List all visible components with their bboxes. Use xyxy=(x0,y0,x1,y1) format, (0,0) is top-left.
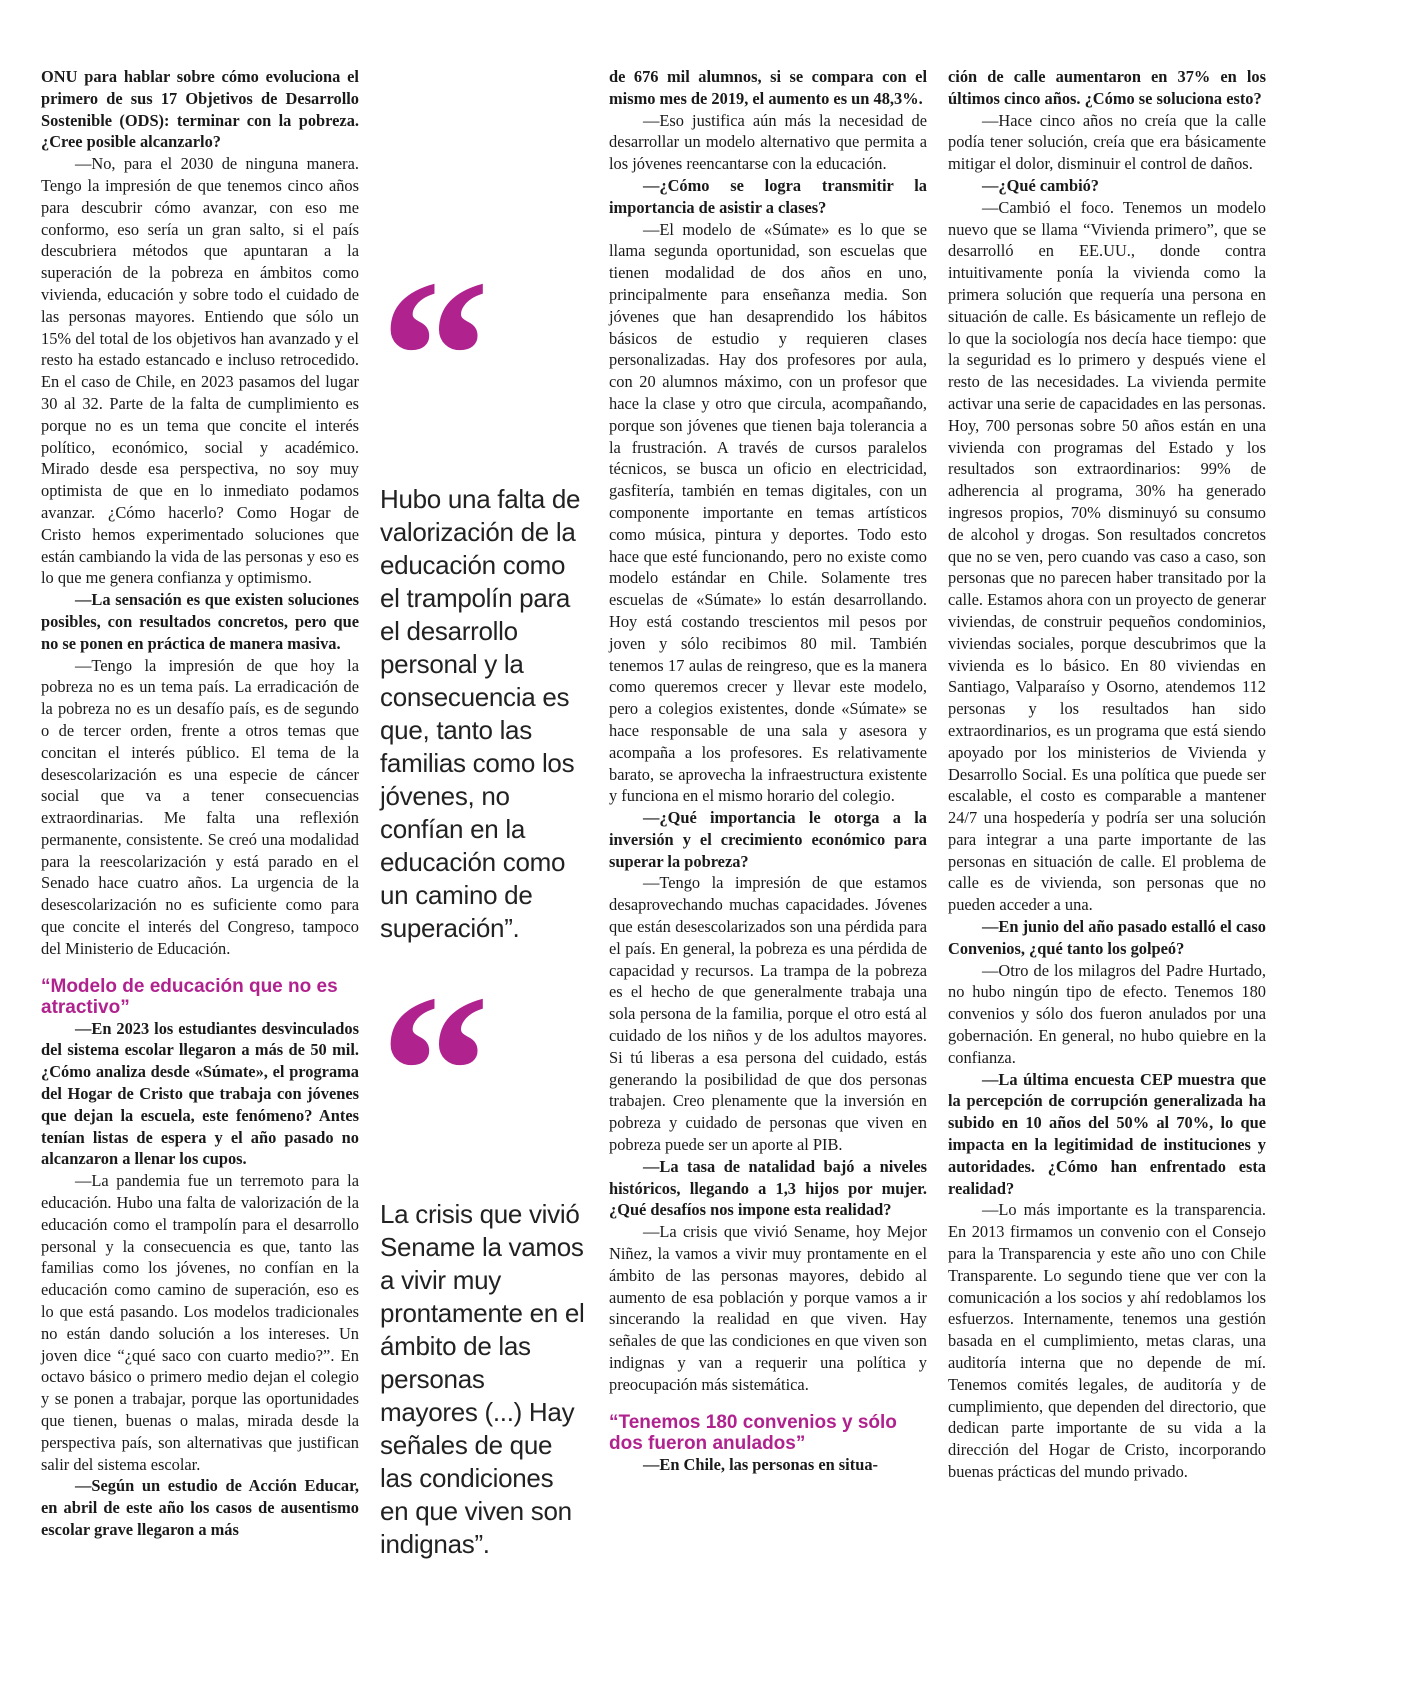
interview-question: —En junio del año pasado estalló el caso Convenios, ¿qué tanto los golpeó? xyxy=(948,917,1266,958)
article-column-3 xyxy=(948,66,1266,1483)
pull-quote-column xyxy=(380,230,585,1561)
interview-question: —¿Qué cambió? xyxy=(982,175,1100,195)
interview-answer: —Tengo la impresión de que estamos desaprovechando muchas capacidades. Jóvenes que están desescolarizados son una pérdida para el país. En general, la pobreza es una pérdida de capacidad y recursos. La trampa de la pobreza es el hecho de que generalmente trabaja una sola persona de la familia, porque el otro está al cuidado de los niños y de los adultos mayores. Si tú liberas a esa persona del cuidado, estás generando la posibilidad de que dos personas trabajen. Creo plenamente que la inversión en pobreza y cuidado de personas que viven en pobreza puede ser un aporte al PIB. xyxy=(609,873,927,1155)
interview-answer: —Tengo la impresión de que hoy la pobreza no es un tema país. La erradicación de la pobreza no es un desafío país, es de segundo o de tercer orden, frente a otros temas que concitan el interés público. El tema de la desescolarización es una especie de cáncer social que va a tener consecuencias extraordinarias. Me falta una reflexión permanente, consistente. Se creó una modalidad para la reescolarización y está parado en el Senado hace cuatro años. La urgencia de la desescolarización no es suficiente como para que concite el interés del Congreso, tampoco del Ministerio de Educación. xyxy=(41,655,359,958)
interview-question: ción de calle aumentaron en 37% en los últimos cinco años. ¿Cómo se soluciona esto? xyxy=(948,67,1266,108)
interview-answer: —Otro de los milagros del Padre Hurtado, no hubo ningún tipo de efecto. Tenemos 180 convenios y sólo dos fueron anulados por una gobernación. En general, no hubo quiebre en la confianza. xyxy=(948,960,1266,1067)
interview-answer: —Lo más importante es la transparencia. En 2013 firmamos un convenio con el Consejo para la Transparencia y este año uno con Chile Transparente. Lo segundo tiene que ver con la comunicación a los socios y ahí redoblamos los esfuerzos. Internamente, tenemos una gestión basada en el cumplimiento, metas claras, una auditoría interna que no depende de mí. Tenemos comités legales, de auditoría y de cumplimiento, que dependen del directorio, que dedican parte importante de su vida a la dirección del Hogar de Cristo, incorporando buenas prácticas del mundo privado. xyxy=(948,1200,1266,1481)
article-column-1 xyxy=(41,66,359,1541)
interview-answer: —No, para el 2030 de ninguna manera. Tengo la impresión de que tenemos cinco años para descubrir cómo avanzar, con eso me conformo, eso sería un gran salto, si el país descubriera métodos que apuntaran a la superación de la pobreza en ámbitos como vivienda, educación y sobre todo el cuidado de las personas mayores. Entiendo que sólo un 15% del total de los objetivos han avanzado y el resto ha estado estancado e incluso retrocedido. En el caso de Chile, en 2023 pasamos del lugar 30 al 32. Parte de la falta de cumplimiento es porque no es un tema que concite el interés político, económico, social y académico. Mirado desde esa perspectiva, no soy muy optimista de que en lo inmediato podamos avanzar. ¿Cómo hacerlo? Como Hogar de Cristo hemos experimentado soluciones que están cambiando la vida de las personas y eso es lo que me genera confianza y optimismo. xyxy=(41,154,359,588)
interview-answer: —La crisis que vivió Sename, hoy Mejor Niñez, la vamos a vivir muy prontamente en el ámbito de las personas mayores, debido al aumento de esa población y porque vamos a ir sincerando la realidad en que viven. Hay señales de que las condiciones en que viven son indignas y van a requerir una política y preocupación más sistemática. xyxy=(609,1222,927,1394)
interview-answer: —Eso justifica aún más la necesidad de desarrollar un modelo alternativo que permita a los jóvenes reencantarse con la educación. xyxy=(609,110,927,174)
section-subhead: “Tenemos 180 convenios y sólo dos fueron anulados” xyxy=(609,1411,897,1454)
article-column-2 xyxy=(609,66,927,1475)
interview-question: —La sensación es que existen soluciones posibles, con resultados concretos, pero que no se ponen en práctica de manera masiva. xyxy=(41,590,359,653)
interview-question: —La tasa de natalidad bajó a niveles históricos, llegando a 1,3 hijos por mujer. ¿Qué desafíos nos impone esta realidad? xyxy=(609,1156,927,1220)
interview-answer: —El modelo de «Súmate» es lo que se llama segunda oportunidad, son escuelas que tienen modalidad de dos años en uno, principalmente para enseñanza media. Son jóvenes que han desaprendido los hábitos básicos de estudio y requieren clases personalizadas. Hay dos profesores por aula, con 20 alumnos máximo, con un profesor que hace la clase y otro que circula, acompañando, porque son jóvenes que tienen baja tolerancia a la frustración. A través de cursos paralelos técnicos, se busca un oficio en electricidad, gasfitería, también en temas digitales, con un componente importante en temas artísticos como música, pintura y deportes. Todo esto hace que esté funcionando, pero no existe como modelo estándar en Chile. Solamente tres escuelas de «Súmate» lo están desarrollando. Hoy está costando trescientos mil pesos por joven y sólo recibimos 80 mil. También tenemos 17 aulas de reingreso, que es la manera como queremos crecer y llevar este modelo, pero a colegios existentes, donde «Súmate» se hace responsable de una sala y asesora y acompaña a los profesores. Es relativamente barato, se aprovecha la infraestructura existente y funciona en el mismo horario del colegio. xyxy=(609,219,927,806)
interview-question: de 676 mil alumnos, si se compara con el mismo mes de 2019, el aumento es un 48,3%. xyxy=(609,67,927,108)
interview-question: ONU para hablar sobre cómo evoluciona el primero de sus 17 Objetivos de Desarrollo Sostenible (ODS): terminar con la pobreza. ¿Cree posible alcanzarlo? xyxy=(41,67,359,152)
quote-mark-icon: “ xyxy=(380,949,490,1193)
pull-quote-education: Hubo una falta de valorización de la educación como el trampolín para el desarrollo personal y la consecuencia es que, tanto las familias como los jóvenes, no confían en la educación como un camino de superación”. xyxy=(380,484,581,943)
interview-question: —En Chile, las personas en situa- xyxy=(643,1454,878,1474)
pull-quote-elderly: La crisis que vivió Sename la vamos a vivir muy prontamente en el ámbito de las personas mayores (...) Hay señales de que las condiciones en que viven son indignas”. xyxy=(380,1199,585,1559)
interview-question: —Según un estudio de Acción Educar, en abril de este año los casos de ausentismo escolar grave llegaron a más xyxy=(41,1476,359,1539)
quote-mark-icon: “ xyxy=(380,234,490,478)
interview-question: —¿Cómo se logra transmitir la importancia de asistir a clases? xyxy=(609,175,927,217)
interview-answer: —Cambió el foco. Tenemos un modelo nuevo que se llama “Vivienda primero”, que se desarrolló en EE.UU., donde contra intuitivamente ponía la vivienda como la primera solución que requería una persona en situación de calle. Es básicamente un reflejo de lo que la sociología nos decía hace tiempo: que la seguridad es lo primero y después viene el resto de las necesidades. La vivienda permite activar una serie de capacidades en las personas. Hoy, 700 personas sobre 50 años están en una vivienda con programas del Estado y los resultados son extraordinarios: 99% de adherencia al programa, 30% ha generado ingresos propios, 70% disminuyó su consumo de alcohol y drogas. Son resultados concretos que no se ven, pero cuando vas caso a caso, son personas que no parecen haber transitado por la calle. Estamos ahora con un proyecto de generar viviendas, de construir pequeños condominios, viviendas sociales, porque descubrimos que la vivienda es lo básico. En 80 viviendas en Santiago, Valparaíso y Osorno, atendemos 112 personas y los resultados han sido extraordinarios, es un programa que está siendo apoyado por los ministerios de Vivienda y Desarrollo Social. Es una política que puede ser escalable, el costo es comparable a mantener 24/7 una hospedería y podría ser una solución para integrar a una parte importante de las personas en situación de calle. El problema de calle es de vivienda, son personas que no pueden acceder a una. xyxy=(948,197,1266,915)
section-subhead: “Modelo de educación que no es atractivo” xyxy=(41,975,338,1018)
interview-question: —La última encuesta CEP muestra que la percepción de corrupción generalizada ha subido en 10 años del 50% al 70%, lo que impacta en la legitimidad de instituciones y autoridades. ¿Cómo han enfrentado esta realidad? xyxy=(948,1069,1266,1198)
interview-question: —¿Qué importancia le otorga a la inversión y el crecimiento económico para superar la pobreza? xyxy=(609,808,927,871)
interview-answer: —La pandemia fue un terremoto para la educación. Hubo una falta de valorización de la educación como el trampolín para el desarrollo personal y la consecuencia es que, tanto las familias como los jóvenes, no confían en la educación como camino de superación, eso es lo que está pasando. Los modelos tradicionales no están dando solución a los intereses. Un joven dice “¿qué saco con cuarto medio?”. En octavo básico o primero medio dejan el colegio y se ponen a trabajar, porque las oportunidades que tienen, buenas o malas, mirada desde la perspectiva país, son alternativas que justifican salir del sistema escolar. xyxy=(41,1171,359,1474)
interview-answer: —Hace cinco años no creía que la calle podía tener solución, creía que era básicamente mitigar el dolor, disminuir el control de daños. xyxy=(948,110,1266,174)
interview-question: —En 2023 los estudiantes desvinculados del sistema escolar llegaron a más de 50 mil. ¿Cómo analiza desde «Súmate», el programa del Hogar de Cristo que trabaja con jóvenes que dejan la escuela, este fenómeno? Antes tenían listas de espera y el año pasado no alcanzaron a llenar los cupos. xyxy=(41,1018,359,1169)
